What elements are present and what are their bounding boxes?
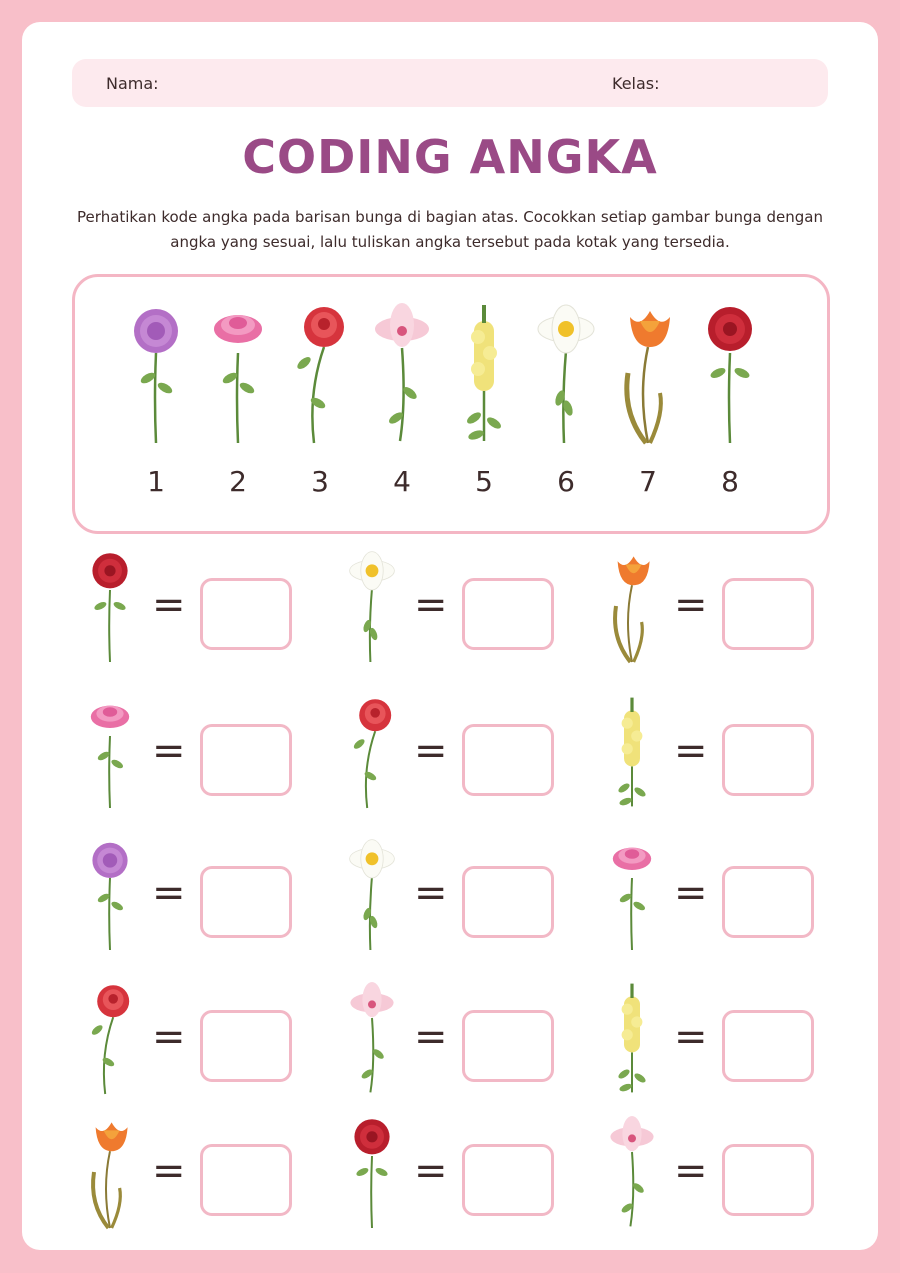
pink-peony-icon <box>80 696 140 812</box>
answer-box[interactable] <box>722 578 814 650</box>
exercise-item <box>80 982 340 1102</box>
red-dahlia-icon <box>342 1116 402 1232</box>
legend-item <box>203 303 273 503</box>
legend-number: 5 <box>475 465 493 498</box>
equals-sign: = <box>152 870 186 916</box>
pink-lily-icon <box>342 982 402 1098</box>
legend-item <box>367 303 437 503</box>
equals-sign: = <box>152 582 186 628</box>
exercise-item <box>342 838 602 958</box>
white-daisy-icon <box>536 303 596 448</box>
legend-number: 3 <box>311 465 329 498</box>
class-label: Kelas: <box>612 74 660 93</box>
legend-item <box>121 303 191 503</box>
answer-box[interactable] <box>722 1010 814 1082</box>
equals-sign: = <box>674 1014 708 1060</box>
equals-sign: = <box>674 582 708 628</box>
exercise-item <box>342 550 602 670</box>
answer-box[interactable] <box>462 1144 554 1216</box>
equals-sign: = <box>674 1148 708 1194</box>
orange-tulip-icon <box>602 550 662 666</box>
flower-code-legend <box>72 274 830 534</box>
exercise-item <box>80 550 340 670</box>
red-rose-icon <box>80 982 140 1098</box>
red-dahlia-icon <box>80 550 140 666</box>
equals-sign: = <box>674 870 708 916</box>
yellow-snapdragon-icon <box>602 696 662 812</box>
answer-box[interactable] <box>200 724 292 796</box>
yellow-snapdragon-icon <box>602 982 662 1098</box>
legend-number: 2 <box>229 465 247 498</box>
instructions: Perhatikan kode angka pada barisan bunga di bagian atas. Cocokkan setiap gambar bunga dengan angka yang sesuai, lalu tuliskan angka tersebut pada kotak yang tersedia. <box>77 208 823 251</box>
equals-sign: = <box>414 870 448 916</box>
red-rose-icon <box>290 303 350 448</box>
exercise-item <box>602 550 862 670</box>
legend-number: 8 <box>721 465 739 498</box>
purple-dahlia-icon <box>80 838 140 954</box>
legend-item <box>449 303 519 503</box>
answer-box[interactable] <box>722 724 814 796</box>
name-class-bar <box>72 59 828 107</box>
answer-box[interactable] <box>462 866 554 938</box>
red-dahlia-icon <box>700 303 760 448</box>
legend-item <box>613 303 683 503</box>
exercise-item <box>602 982 862 1102</box>
equals-sign: = <box>414 1014 448 1060</box>
legend-number: 7 <box>639 465 657 498</box>
page-title: CODING ANGKA <box>242 130 658 184</box>
exercise-item <box>602 1116 862 1236</box>
worksheet-page <box>22 22 878 1250</box>
white-daisy-icon <box>342 550 402 666</box>
answer-box[interactable] <box>462 724 554 796</box>
exercise-item <box>80 1116 340 1236</box>
answer-box[interactable] <box>200 866 292 938</box>
pink-peony-icon <box>208 303 268 448</box>
exercise-item <box>80 838 340 958</box>
purple-dahlia-icon <box>126 303 186 448</box>
equals-sign: = <box>414 582 448 628</box>
exercise-item <box>342 1116 602 1236</box>
answer-box[interactable] <box>462 1010 554 1082</box>
white-daisy-icon <box>342 838 402 954</box>
exercise-item <box>342 982 602 1102</box>
legend-item <box>285 303 355 503</box>
equals-sign: = <box>674 728 708 774</box>
legend-number: 1 <box>147 465 165 498</box>
legend-number: 6 <box>557 465 575 498</box>
answer-box[interactable] <box>200 1010 292 1082</box>
pink-lily-icon <box>602 1116 662 1232</box>
equals-sign: = <box>152 728 186 774</box>
exercise-item <box>80 696 340 816</box>
equals-sign: = <box>152 1148 186 1194</box>
exercise-item <box>602 838 862 958</box>
pink-peony-icon <box>602 838 662 954</box>
equals-sign: = <box>414 1148 448 1194</box>
answer-box[interactable] <box>462 578 554 650</box>
orange-tulip-icon <box>618 303 678 448</box>
legend-item <box>531 303 601 503</box>
answer-box[interactable] <box>200 1144 292 1216</box>
name-label: Nama: <box>106 74 159 93</box>
red-rose-icon <box>342 696 402 812</box>
equals-sign: = <box>414 728 448 774</box>
equals-sign: = <box>152 1014 186 1060</box>
exercise-item <box>342 696 602 816</box>
legend-item <box>695 303 765 503</box>
yellow-snapdragon-icon <box>454 303 514 448</box>
answer-box[interactable] <box>722 1144 814 1216</box>
legend-number: 4 <box>393 465 411 498</box>
pink-lily-icon <box>372 303 432 448</box>
answer-box[interactable] <box>200 578 292 650</box>
orange-tulip-icon <box>80 1116 140 1232</box>
exercise-item <box>602 696 862 816</box>
answer-box[interactable] <box>722 866 814 938</box>
